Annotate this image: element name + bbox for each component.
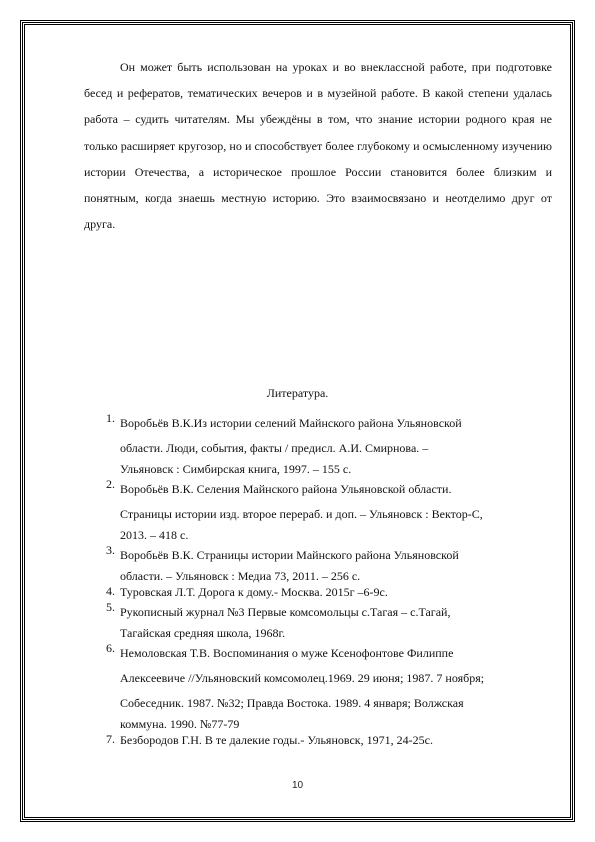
reference-line: Воробьёв В.К. Страницы истории Майнского района Ульяновской: [120, 548, 459, 562]
reference-item: [84, 732, 554, 748]
reference-number: 5.: [106, 600, 115, 614]
literature-heading: Литература.: [266, 386, 329, 400]
reference-line: Тагайская средняя школа, 1968г.: [120, 626, 286, 640]
reference-line: Безбородов Г.Н. В те далекие годы.- Ульяновск, 1971, 24-25с.: [120, 733, 433, 747]
reference-line: области. Люди, события, факты / предисл. А.И. Смирнова. –: [120, 441, 429, 455]
reference-number: 2.: [106, 477, 115, 491]
reference-number: 4.: [106, 584, 115, 598]
reference-line: Туровская Л.Т. Дорога к дому.- Москва. 2015г –6-9с.: [120, 585, 388, 599]
reference-line: области. – Ульяновск : Медиа 73, 2011. – 256 с.: [120, 569, 361, 583]
reference-line: Воробьёв В.К.Из истории селений Майнского района Ульяновской: [120, 416, 462, 430]
reference-number: 6.: [106, 641, 115, 655]
reference-item: [84, 600, 554, 641]
reference-line: 2013. – 418 с.: [120, 528, 189, 542]
reference-line: Воробьёв В.К. Селения Майнского района Ульяновской области.: [120, 482, 452, 496]
reference-line: Рукописный журнал №3 Первые комсомольцы с.Тагая – с.Тагай,: [120, 605, 451, 619]
references-list: [84, 411, 554, 748]
reference-number: 1.: [106, 411, 115, 425]
reference-line: Собеседник. 1987. №32; Правда Востока. 1989. 4 января; Волжская: [120, 696, 464, 710]
reference-line: Ульяновск : Симбирская книга, 1997. – 155 с.: [120, 462, 352, 476]
reference-line: Алексеевиче //Ульяновский комсомолец.1969. 29 июня; 1987. 7 ноября;: [120, 671, 485, 685]
reference-number: 3.: [106, 543, 115, 557]
reference-item: [84, 477, 554, 543]
page-number: 10: [291, 780, 304, 791]
reference-line: Немоловская Т.В. Воспоминания о муже Ксенофонтове Филиппе: [120, 646, 454, 660]
reference-line: коммуна. 1990. №77-79: [120, 717, 240, 731]
reference-item: [84, 641, 554, 732]
reference-item: [84, 411, 554, 477]
body-paragraph: Он может быть использован на уроках и во внеклассной работе, при подготовке бесед и рефератов, тематических вечеров и в музейной работе. В какой степени удалась работа – судить читателям. Мы убеждёны в том, что знание истории родного края не только расширяет кругозор, но и способствует более глубокому и осмысленному изучению истории Отечества, а историческое прошлое России становится более близким и понятным, когда знаешь местную историю. Это взаимосвязано и неотделимо друг от друга.: [84, 60, 552, 232]
reference-number: 7.: [106, 732, 115, 746]
reference-item: [84, 584, 554, 600]
reference-line: Страницы истории изд. второе перераб. и доп. – Ульяновск : Вектор-С,: [120, 507, 483, 521]
reference-item: [84, 543, 554, 584]
